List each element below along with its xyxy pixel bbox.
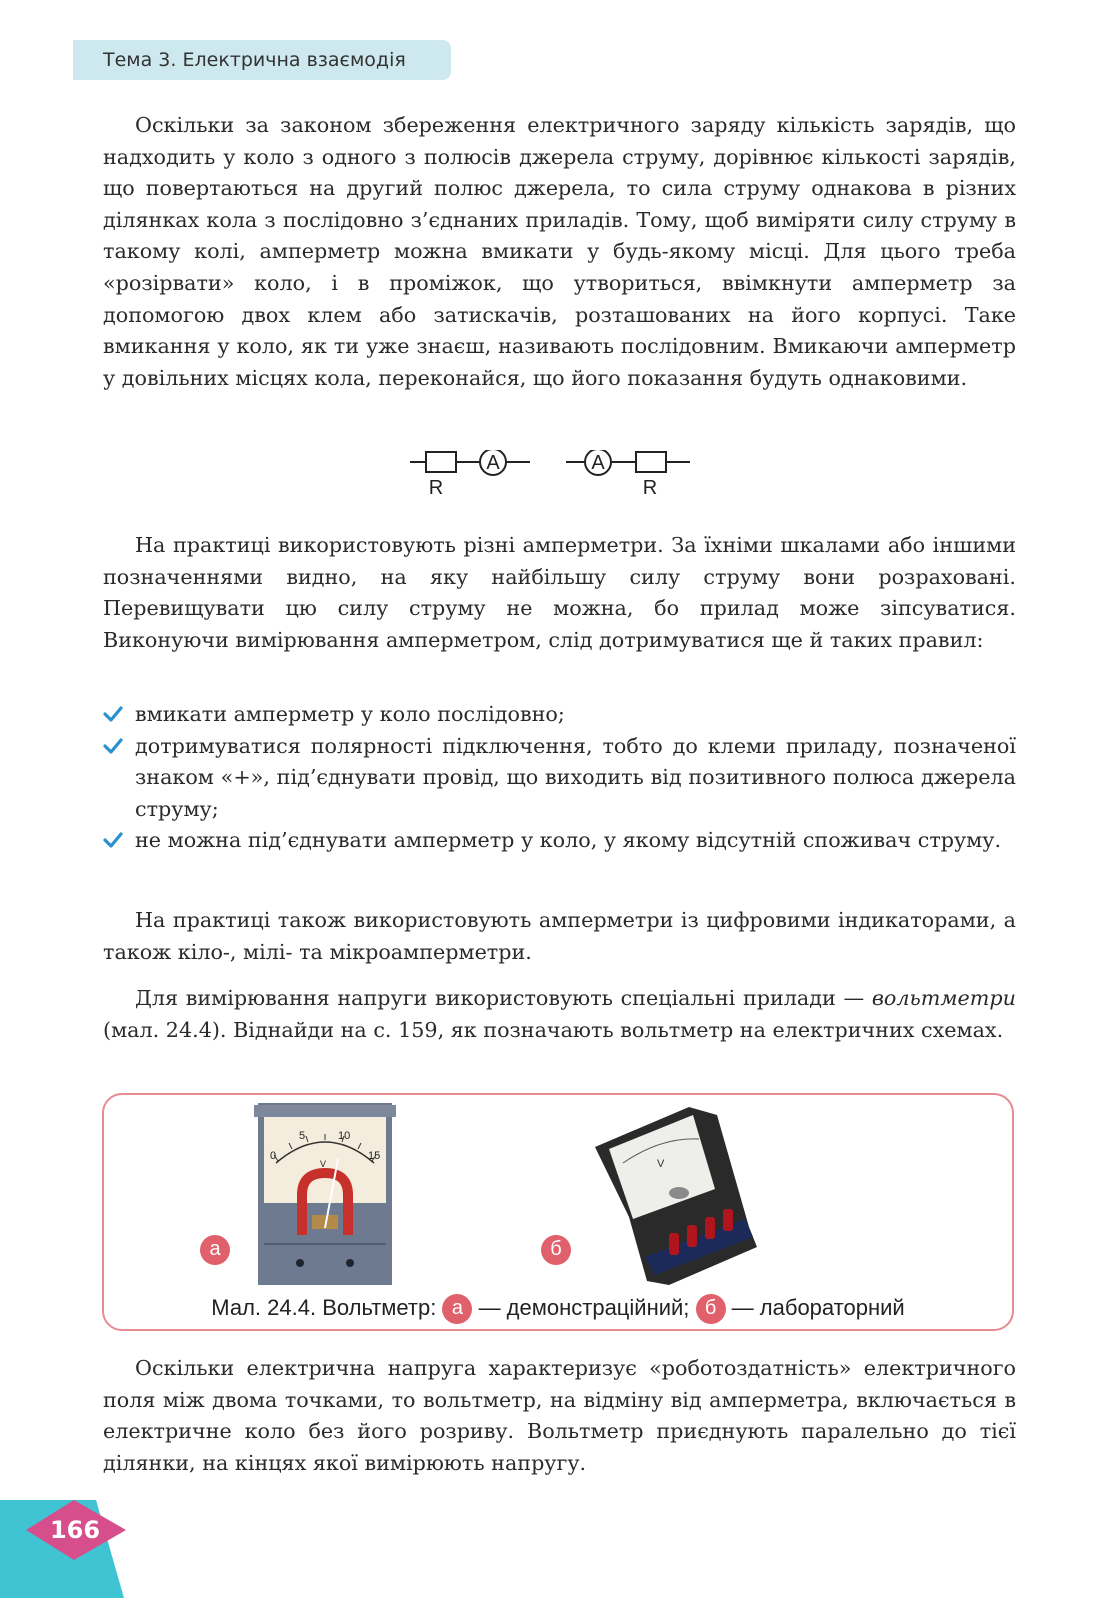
figure-caption: Мал. 24.4. Вольтметр: а — демонстраційний; б — лабораторний <box>104 1294 1012 1324</box>
paragraph-voltmeter-parallel: Оскільки електрична напруга характеризує «роботоздатність» електричного поля між двома точками, то вольтметр, на відміну від амперметра, включається в електричне коло без його розриву. Вольтметр приєднують паралельно до тієї ділянки, на кінцях якої вимірюють напругу. <box>103 1356 1016 1475</box>
topic-header <box>73 40 451 80</box>
resistor-symbol <box>636 452 666 472</box>
svg-text:5: 5 <box>299 1130 306 1142</box>
ammeter-series-schematic <box>410 450 710 510</box>
figure-voltmeters <box>102 1093 1014 1331</box>
caption-badge-b: б <box>696 1294 726 1324</box>
rules-list <box>103 699 1016 857</box>
term-voltmeters: вольтметри <box>871 986 1016 1010</box>
checkmark-icon <box>103 704 123 724</box>
svg-text:V: V <box>320 1159 327 1169</box>
svg-text:A: A <box>486 452 500 474</box>
resistor-symbol <box>426 452 456 472</box>
svg-text:10: 10 <box>338 1130 351 1142</box>
svg-text:V: V <box>657 1158 665 1170</box>
list-item: вмикати амперметр у коло послідовно; <box>103 699 1016 731</box>
svg-text:15: 15 <box>368 1150 381 1162</box>
list-item: не можна під’єднувати амперметр у коло, у якому відсутній споживач струму. <box>103 825 1016 857</box>
badge-a: а <box>200 1235 230 1265</box>
svg-text:A: A <box>591 452 605 474</box>
paragraph-digital-ammeters: На практиці також використовують амперметри із цифровими індикаторами, а також кіло-, мілі- та мікроамперметри. <box>103 908 1016 964</box>
badge-b: б <box>541 1235 571 1265</box>
caption-badge-a: а <box>442 1294 472 1324</box>
paragraph-voltmeters: Для вимірювання напруги використовують спеціальні прилади — вольтметри (мал. 24.4). Віднайди на с. 159, як позначають вольтметр на електричних схемах. <box>103 986 1016 1042</box>
paragraph-ammeter-types: На практиці використовують різні амперметри. За їхніми шкалами або іншими позначеннями видно, на яку найбільшу силу струму вони розраховані. Перевищувати цю силу струму не можна, бо прилад може зіпсуватися. Виконуючи вимірювання амперметром, слід дотримуватися ще й таких правил: <box>103 533 1016 652</box>
paragraph-series-current: Оскільки за законом збереження електричного заряду кількість зарядів, що надходить у коло з одного з полюсів джерела струму, дорівнює кількості зарядів, що повертаються на другий полюс джерела, то сила струму однакова в різних ділянках кола з послідовно з’єднаних приладів. Тому, щоб виміряти силу струму в такому колі, амперметр можна вмикати у будь-якому місці. Для цього треба «розірвати» коло, і в проміжок, що утвориться, ввімкнути амперметр за допомогою двох клем або затискачів, розташованих на його корпусі. Таке вмикання у коло, як ти уже знаєш, називають послідовним. Вмикаючи амперметр у довільних місцях кола, переконайся, що його показання будуть однаковими. <box>103 113 1016 390</box>
topic-title: Тема 3. Електрична взаємодія <box>103 49 406 71</box>
resistor-label: R <box>428 477 444 499</box>
checkmark-icon <box>103 830 123 850</box>
lab-voltmeter-image <box>589 1107 759 1285</box>
schematic-right <box>566 450 690 499</box>
list-item: дотримуватися полярності підключення, тобто до клеми приладу, позначеної знаком «+», під’єднувати провід, що виходить від позитивного полюса джерела струму; <box>103 731 1016 826</box>
resistor-label: R <box>642 477 658 499</box>
svg-text:0: 0 <box>270 1150 277 1162</box>
checkmark-icon <box>103 736 123 756</box>
demo-voltmeter-image <box>254 1103 396 1285</box>
schematic-left <box>410 450 530 499</box>
page-number: 166 <box>49 1516 101 1544</box>
